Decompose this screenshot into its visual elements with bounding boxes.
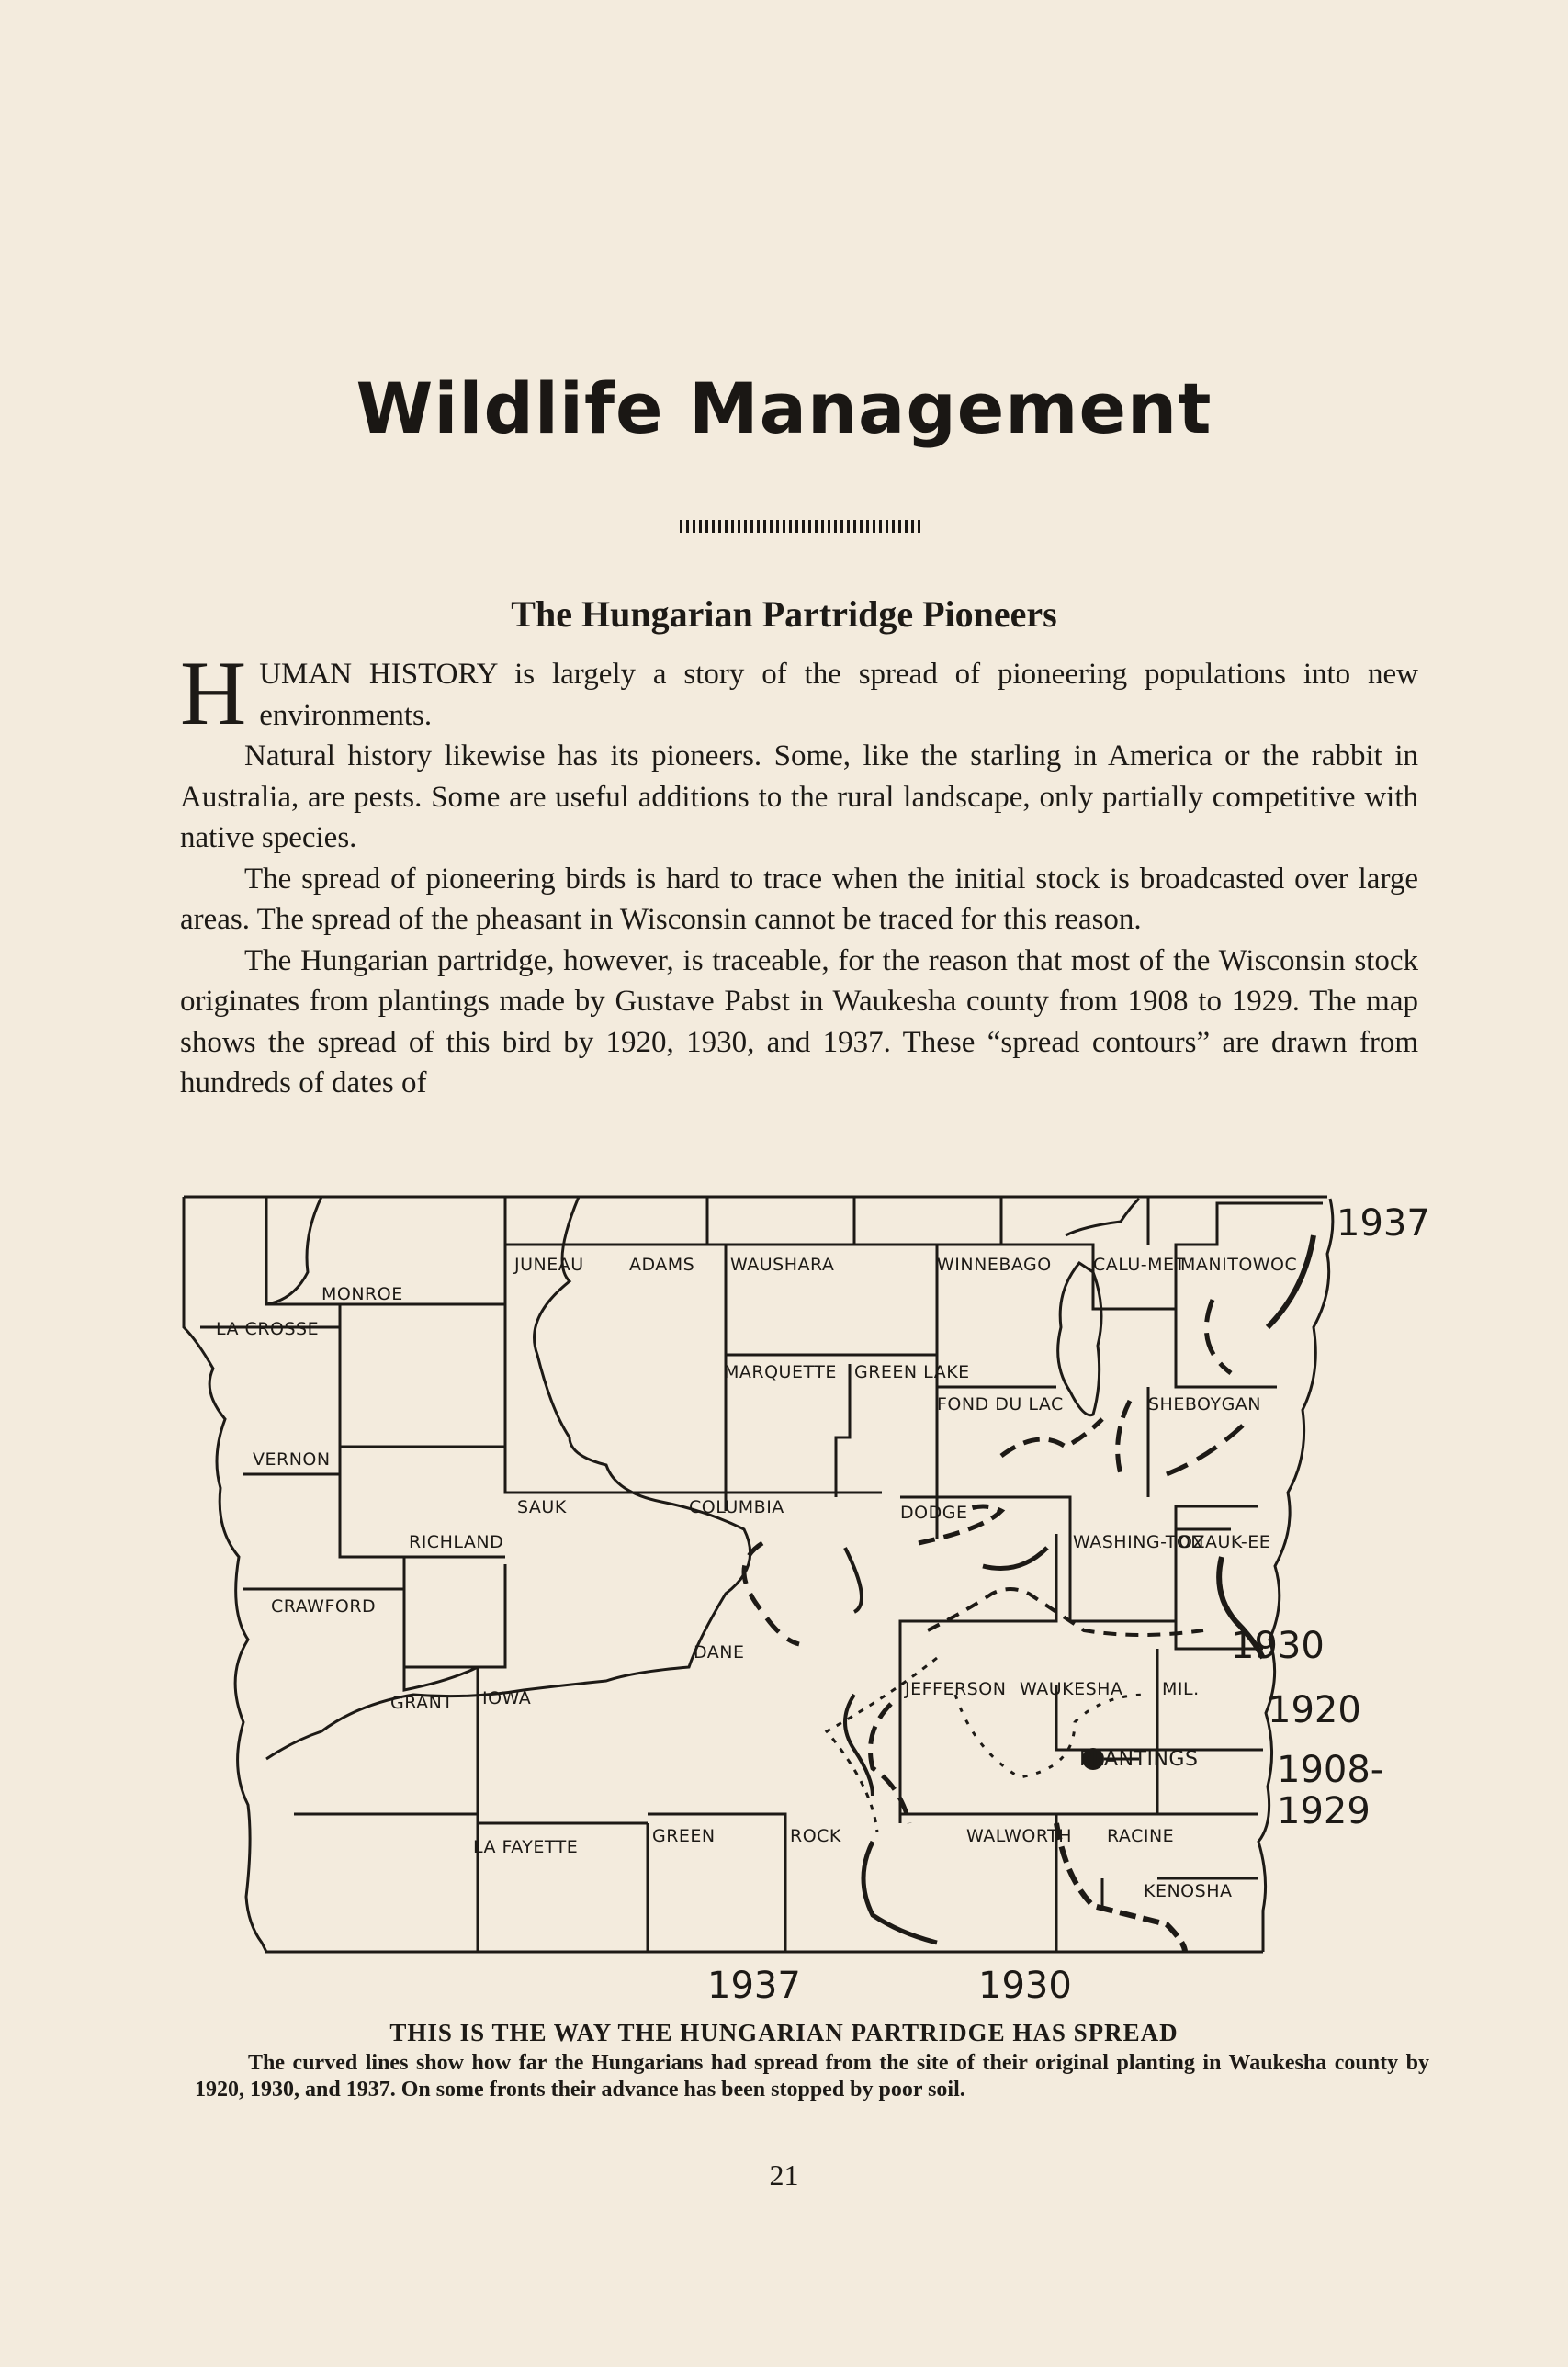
county-grant: GRANT: [390, 1693, 454, 1713]
county-dodge: DODGE: [900, 1503, 968, 1523]
county-walworth: WALWORTH: [966, 1826, 1073, 1846]
county-racine: RACINE: [1107, 1826, 1175, 1846]
year-1920-right: 1920: [1268, 1689, 1361, 1731]
county-fond-du-lac: FOND DU LAC: [937, 1394, 1064, 1415]
plantings-label: PLANTINGS: [1079, 1748, 1199, 1771]
county-milwaukee: MIL.: [1162, 1679, 1200, 1699]
year-1930-bottom: 1930: [978, 1965, 1072, 2007]
drop-cap: H: [180, 642, 247, 744]
year-1937-right: 1937: [1337, 1202, 1430, 1245]
county-washington: WASHING-TON: [1073, 1532, 1205, 1552]
county-labels: [216, 1255, 1297, 1901]
year-1929-right: 1929: [1277, 1790, 1371, 1832]
paragraph-1-text: UMAN HISTORY is largely a story of the spread of pioneering populations into new environments.: [259, 658, 1418, 732]
county-marquette: MARQUETTE: [724, 1362, 837, 1382]
article-body: [180, 642, 1418, 1104]
county-calumet: CALU-MET: [1093, 1255, 1186, 1275]
county-green: GREEN: [652, 1826, 716, 1846]
county-crawford: CRAWFORD: [271, 1596, 377, 1617]
paragraph-4: The Hungarian partridge, however, is traceable, for the reason that most of the Wisconsin stock originates from plantings made by Gustave Pabst in Waukesha county from 1908 to 1929. The map shows the spread of this bird by 1920, 1930, and 1937. These “spread contours” are drawn from hundreds of dates of: [180, 943, 1418, 1099]
county-juneau: JUNEAU: [514, 1255, 584, 1275]
map-caption-title: THIS IS THE WAY THE HUNGARIAN PARTRIDGE HAS SPREAD: [389, 2019, 1179, 2046]
county-dane: DANE: [694, 1642, 745, 1663]
year-1937-bottom: 1937: [707, 1965, 801, 2007]
county-waukesha: WAUKESHA: [1020, 1679, 1123, 1699]
county-rock: ROCK: [790, 1826, 841, 1846]
county-monroe: MONROE: [321, 1284, 403, 1304]
county-waushara: WAUSHARA: [730, 1255, 835, 1275]
paragraph-1: [180, 642, 1418, 744]
map-caption-text: The curved lines show how far the Hungarians had spread from the site of their original planting in Waukesha county by 1920, 1930, and 1937. On some fronts their advance has been stopped by poor soil.: [195, 2051, 1429, 2102]
paragraph-3: The spread of pioneering birds is hard to trace when the initial stock is broadcasted over large areas. The spread of the pheasant in Wisconsin cannot be traced for this reason.: [180, 862, 1418, 936]
county-la-fayette: LA FAYETTE: [473, 1837, 579, 1857]
county-green-lake: GREEN LAKE: [854, 1362, 970, 1382]
county-sauk: SAUK: [517, 1497, 567, 1517]
page-number: 21: [769, 2158, 799, 2192]
page-title: Wildlife Management: [355, 367, 1213, 449]
county-sheboygan: SHEBOYGAN: [1148, 1394, 1262, 1415]
county-ozaukee: OZAUK-EE: [1179, 1532, 1271, 1552]
year-1930-right: 1930: [1231, 1625, 1325, 1667]
county-iowa: IOWA: [482, 1688, 532, 1708]
county-jefferson: JEFFERSON: [905, 1679, 1007, 1699]
county-kenosha: KENOSHA: [1144, 1881, 1233, 1901]
county-richland: RICHLAND: [409, 1532, 504, 1552]
map-caption-body: [195, 2050, 1429, 2103]
county-winnebago: WINNEBAGO: [937, 1255, 1052, 1275]
year-labels: [707, 1202, 1430, 2007]
county-adams: ADAMS: [629, 1255, 695, 1275]
county-la-crosse: LA CROSSE: [216, 1319, 320, 1339]
year-1908-right: 1908-: [1277, 1749, 1384, 1791]
county-vernon: VERNON: [253, 1449, 331, 1470]
title-divider: [680, 520, 923, 533]
county-columbia: COLUMBIA: [689, 1497, 784, 1517]
county-manitowoc: MANITOWOC: [1180, 1255, 1298, 1275]
paragraph-2: Natural history likewise has its pioneers. Some, like the starling in America or the rabbit in Australia, are pests. Some are useful additions to the rural landscape, only partially competitive with native species.: [180, 739, 1418, 854]
article-subtitle: The Hungarian Partridge Pioneers: [511, 593, 1057, 635]
wisconsin-spread-map: [175, 1180, 1430, 2007]
